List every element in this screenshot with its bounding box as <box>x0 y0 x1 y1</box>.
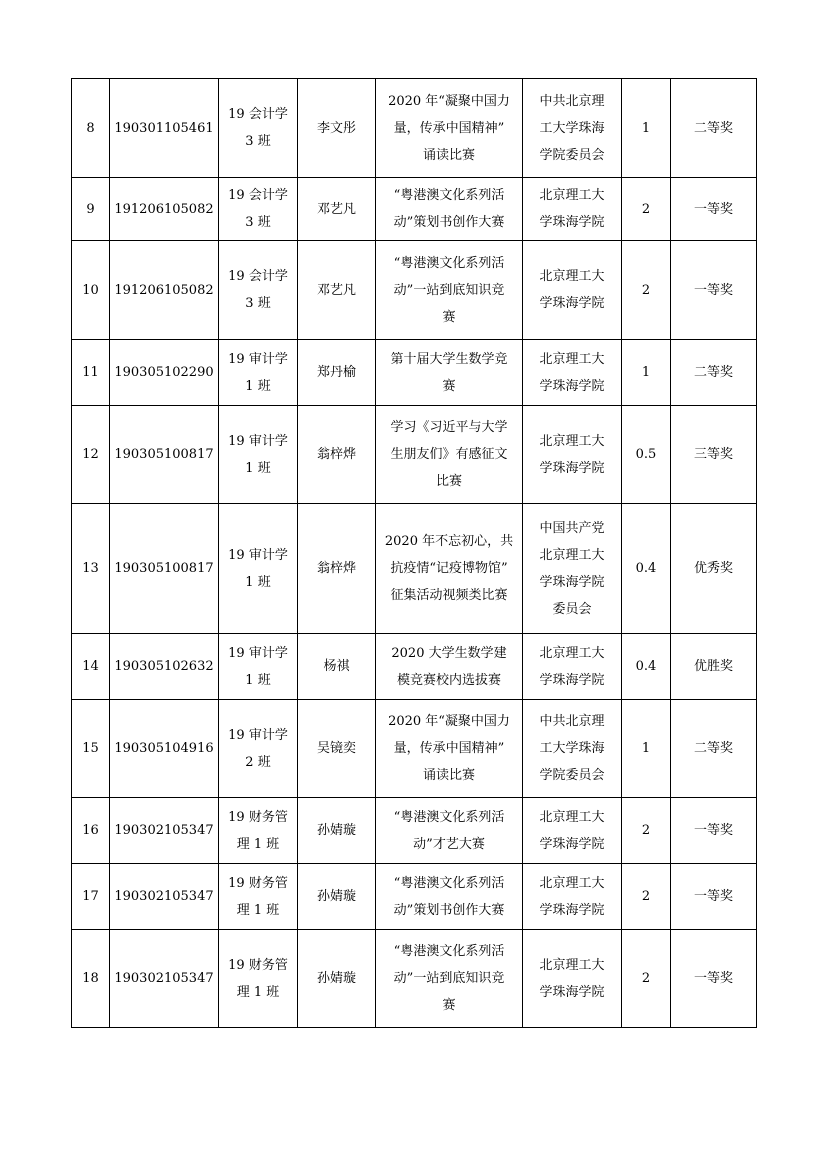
cell-competition <box>376 798 523 864</box>
cell-organizer-line: 中共北京理 <box>539 93 605 109</box>
cell-organizer-line: 学院委员会 <box>539 147 605 163</box>
cell-score: 2 <box>622 930 671 1028</box>
cell-organizer-line: 工大学珠海 <box>539 741 605 756</box>
cell-class-line: 3 班 <box>245 296 271 311</box>
cell-class-line: 19 财务管 <box>228 809 288 825</box>
cell-student-id: 190301105461 <box>110 79 219 178</box>
cell-class-line: 19 会计学 <box>228 188 288 203</box>
cell-organizer <box>523 700 622 798</box>
cell-award: 二等奖 <box>671 700 757 798</box>
cell-no: 13 <box>72 504 110 634</box>
cell-competition-line: “粤港澳文化系列活 <box>393 809 505 825</box>
cell-competition-line: “粤港澳文化系列活 <box>393 188 505 203</box>
cell-class-line: 19 财务管 <box>228 957 288 973</box>
cell-class-line: 1 班 <box>245 672 271 688</box>
cell-organizer-line: 北京理工大 <box>539 809 605 825</box>
cell-student-id: 190302105347 <box>110 864 219 930</box>
cell-class-line: 19 审计学 <box>228 727 288 743</box>
cell-organizer <box>523 798 622 864</box>
cell-student-id: 190302105347 <box>110 798 219 864</box>
cell-no: 10 <box>72 241 110 340</box>
cell-class <box>219 700 298 798</box>
cell-name: 邓艺凡 <box>298 241 376 340</box>
cell-name: 李文彤 <box>298 79 376 178</box>
cell-organizer <box>523 930 622 1028</box>
cell-competition-line: 学习《习近平与大学 <box>390 420 508 435</box>
cell-competition <box>376 178 523 241</box>
cell-award: 二等奖 <box>671 340 757 406</box>
cell-class-line: 19 会计学 <box>228 107 288 122</box>
cell-name: 孙婧璇 <box>298 864 376 930</box>
cell-organizer <box>523 504 622 634</box>
cell-class <box>219 930 298 1028</box>
cell-student-id: 190305102290 <box>110 340 219 406</box>
cell-name: 孙婧璇 <box>298 930 376 1028</box>
cell-score: 2 <box>622 241 671 340</box>
cell-no: 11 <box>72 340 110 406</box>
cell-competition-line: 第十届大学生数学竞 <box>390 351 508 367</box>
cell-organizer-line: 工大学珠海 <box>539 120 605 136</box>
cell-class-line: 理 1 班 <box>236 836 280 852</box>
cell-class-line: 19 审计学 <box>228 547 288 563</box>
cell-organizer-line: 学珠海学院 <box>539 460 605 476</box>
cell-no: 18 <box>72 930 110 1028</box>
cell-competition-line: 动”一站到底知识竞 <box>393 282 505 298</box>
cell-class <box>219 340 298 406</box>
cell-no: 8 <box>72 79 110 178</box>
cell-competition-line: “粤港澳文化系列活 <box>393 944 505 959</box>
cell-organizer-line: 北京理工大 <box>539 433 605 449</box>
cell-organizer-line: 学珠海学院 <box>539 984 605 1000</box>
cell-competition-line: 抗疫情“记疫博物馆” <box>390 561 508 576</box>
cell-competition <box>376 406 523 504</box>
cell-competition <box>376 864 523 930</box>
cell-student-id: 190305100817 <box>110 406 219 504</box>
awards-table-body <box>72 79 757 1028</box>
table-row <box>72 864 757 930</box>
cell-competition-line: 动”才艺大赛 <box>413 836 485 852</box>
cell-organizer-line: 委员会 <box>552 601 592 617</box>
cell-no: 15 <box>72 700 110 798</box>
cell-score: 1 <box>622 700 671 798</box>
cell-organizer <box>523 634 622 700</box>
cell-organizer-line: 学珠海学院 <box>539 215 605 230</box>
table-row <box>72 241 757 340</box>
cell-class-line: 3 班 <box>245 134 271 149</box>
cell-score: 2 <box>622 178 671 241</box>
cell-class-line: 理 1 班 <box>236 984 280 1000</box>
cell-class-line: 19 会计学 <box>228 269 288 284</box>
cell-award: 一等奖 <box>671 178 757 241</box>
table-row <box>72 798 757 864</box>
table-row <box>72 930 757 1028</box>
cell-class <box>219 504 298 634</box>
cell-no: 9 <box>72 178 110 241</box>
cell-competition-line: 模竞赛校内选拔赛 <box>396 672 501 688</box>
table-row <box>72 340 757 406</box>
cell-organizer-line: 学珠海学院 <box>539 378 605 394</box>
cell-competition-line: “粤港澳文化系列活 <box>393 255 505 271</box>
cell-organizer-line: 学珠海学院 <box>539 574 605 590</box>
cell-award: 三等奖 <box>671 406 757 504</box>
cell-organizer-line: 北京理工大 <box>539 351 605 367</box>
cell-no: 12 <box>72 406 110 504</box>
cell-class-line: 19 审计学 <box>228 645 288 661</box>
cell-student-id: 190305104916 <box>110 700 219 798</box>
cell-competition-line: 动”一站到底知识竞 <box>393 971 505 986</box>
cell-organizer-line: 中共北京理 <box>539 714 605 729</box>
cell-class <box>219 178 298 241</box>
cell-name: 郑丹榆 <box>298 340 376 406</box>
table-row <box>72 700 757 798</box>
cell-award: 一等奖 <box>671 241 757 340</box>
cell-organizer-line: 北京理工大 <box>539 875 605 891</box>
cell-award: 一等奖 <box>671 930 757 1028</box>
cell-class <box>219 406 298 504</box>
cell-competition <box>376 504 523 634</box>
cell-organizer-line: 北京理工大 <box>539 645 605 661</box>
cell-organizer <box>523 864 622 930</box>
cell-competition-line: 诵读比赛 <box>422 768 475 783</box>
cell-name: 杨祺 <box>298 634 376 700</box>
cell-no: 17 <box>72 864 110 930</box>
cell-student-id: 190305100817 <box>110 504 219 634</box>
cell-class <box>219 634 298 700</box>
cell-student-id: 191206105082 <box>110 178 219 241</box>
cell-organizer <box>523 178 622 241</box>
cell-organizer-line: 中国共产党 <box>539 520 605 536</box>
cell-organizer-line: 北京理工大 <box>539 269 605 284</box>
cell-award: 一等奖 <box>671 798 757 864</box>
cell-competition-line: 征集活动视频类比赛 <box>390 588 508 603</box>
cell-score: 1 <box>622 79 671 178</box>
cell-competition <box>376 700 523 798</box>
cell-competition <box>376 634 523 700</box>
cell-class-line: 理 1 班 <box>236 902 280 918</box>
cell-competition-line: 诵读比赛 <box>422 147 475 163</box>
cell-organizer-line: 北京理工大 <box>539 547 605 563</box>
table-row <box>72 178 757 241</box>
cell-class-line: 19 审计学 <box>228 433 288 449</box>
cell-score: 0.4 <box>622 504 671 634</box>
cell-class <box>219 864 298 930</box>
cell-class-line: 19 财务管 <box>228 875 288 891</box>
cell-competition <box>376 340 523 406</box>
cell-award: 优胜奖 <box>671 634 757 700</box>
cell-competition-line: 量，传承中国精神” <box>393 741 505 756</box>
cell-name: 翁梓烨 <box>298 504 376 634</box>
cell-competition-line: 量，传承中国精神” <box>393 120 505 136</box>
cell-competition-line: 生朋友们》有感征文 <box>390 447 508 462</box>
cell-name: 邓艺凡 <box>298 178 376 241</box>
cell-no: 16 <box>72 798 110 864</box>
cell-competition-line: 赛 <box>442 309 456 325</box>
cell-competition-line: 动”策划书创作大赛 <box>393 902 505 918</box>
cell-name: 吴镜奕 <box>298 700 376 798</box>
table-row <box>72 79 757 178</box>
cell-score: 0.5 <box>622 406 671 504</box>
cell-award: 一等奖 <box>671 864 757 930</box>
cell-organizer <box>523 241 622 340</box>
cell-competition <box>376 930 523 1028</box>
cell-class <box>219 241 298 340</box>
cell-competition-line: 赛 <box>442 998 456 1013</box>
cell-competition-line: 动”策划书创作大赛 <box>393 215 505 230</box>
cell-score: 1 <box>622 340 671 406</box>
cell-award: 二等奖 <box>671 79 757 178</box>
cell-class-line: 19 审计学 <box>228 351 288 367</box>
cell-organizer <box>523 406 622 504</box>
cell-score: 2 <box>622 864 671 930</box>
cell-name: 孙婧璇 <box>298 798 376 864</box>
cell-class-line: 1 班 <box>245 460 271 476</box>
cell-competition-line: 2020 年“凝聚中国力 <box>388 714 510 729</box>
table-row <box>72 634 757 700</box>
cell-organizer <box>523 79 622 178</box>
cell-student-id: 190302105347 <box>110 930 219 1028</box>
cell-class-line: 1 班 <box>245 378 271 394</box>
cell-name: 翁梓烨 <box>298 406 376 504</box>
cell-award: 优秀奖 <box>671 504 757 634</box>
awards-table <box>71 78 757 1028</box>
cell-organizer-line: 学院委员会 <box>539 768 605 783</box>
cell-competition <box>376 79 523 178</box>
cell-competition-line: 2020 大学生数学建 <box>391 645 507 661</box>
cell-class <box>219 798 298 864</box>
cell-organizer <box>523 340 622 406</box>
cell-organizer-line: 北京理工大 <box>539 188 605 203</box>
cell-class <box>219 79 298 178</box>
cell-competition-line: 2020 年“凝聚中国力 <box>388 93 510 109</box>
cell-organizer-line: 学珠海学院 <box>539 672 605 688</box>
cell-competition-line: 赛 <box>442 378 456 394</box>
cell-competition-line: 比赛 <box>435 474 462 489</box>
cell-score: 2 <box>622 798 671 864</box>
cell-organizer-line: 学珠海学院 <box>539 296 605 311</box>
cell-score: 0.4 <box>622 634 671 700</box>
cell-competition-line: 2020 年不忘初心，共 <box>384 534 514 549</box>
table-row <box>72 504 757 634</box>
cell-no: 14 <box>72 634 110 700</box>
cell-student-id: 190305102632 <box>110 634 219 700</box>
cell-class-line: 2 班 <box>245 754 271 770</box>
cell-competition-line: “粤港澳文化系列活 <box>393 875 505 891</box>
cell-student-id: 191206105082 <box>110 241 219 340</box>
table-row <box>72 406 757 504</box>
cell-organizer-line: 学珠海学院 <box>539 902 605 918</box>
cell-class-line: 3 班 <box>245 215 271 230</box>
cell-class-line: 1 班 <box>245 574 271 590</box>
cell-organizer-line: 北京理工大 <box>539 957 605 973</box>
cell-organizer-line: 学珠海学院 <box>539 836 605 852</box>
cell-competition <box>376 241 523 340</box>
